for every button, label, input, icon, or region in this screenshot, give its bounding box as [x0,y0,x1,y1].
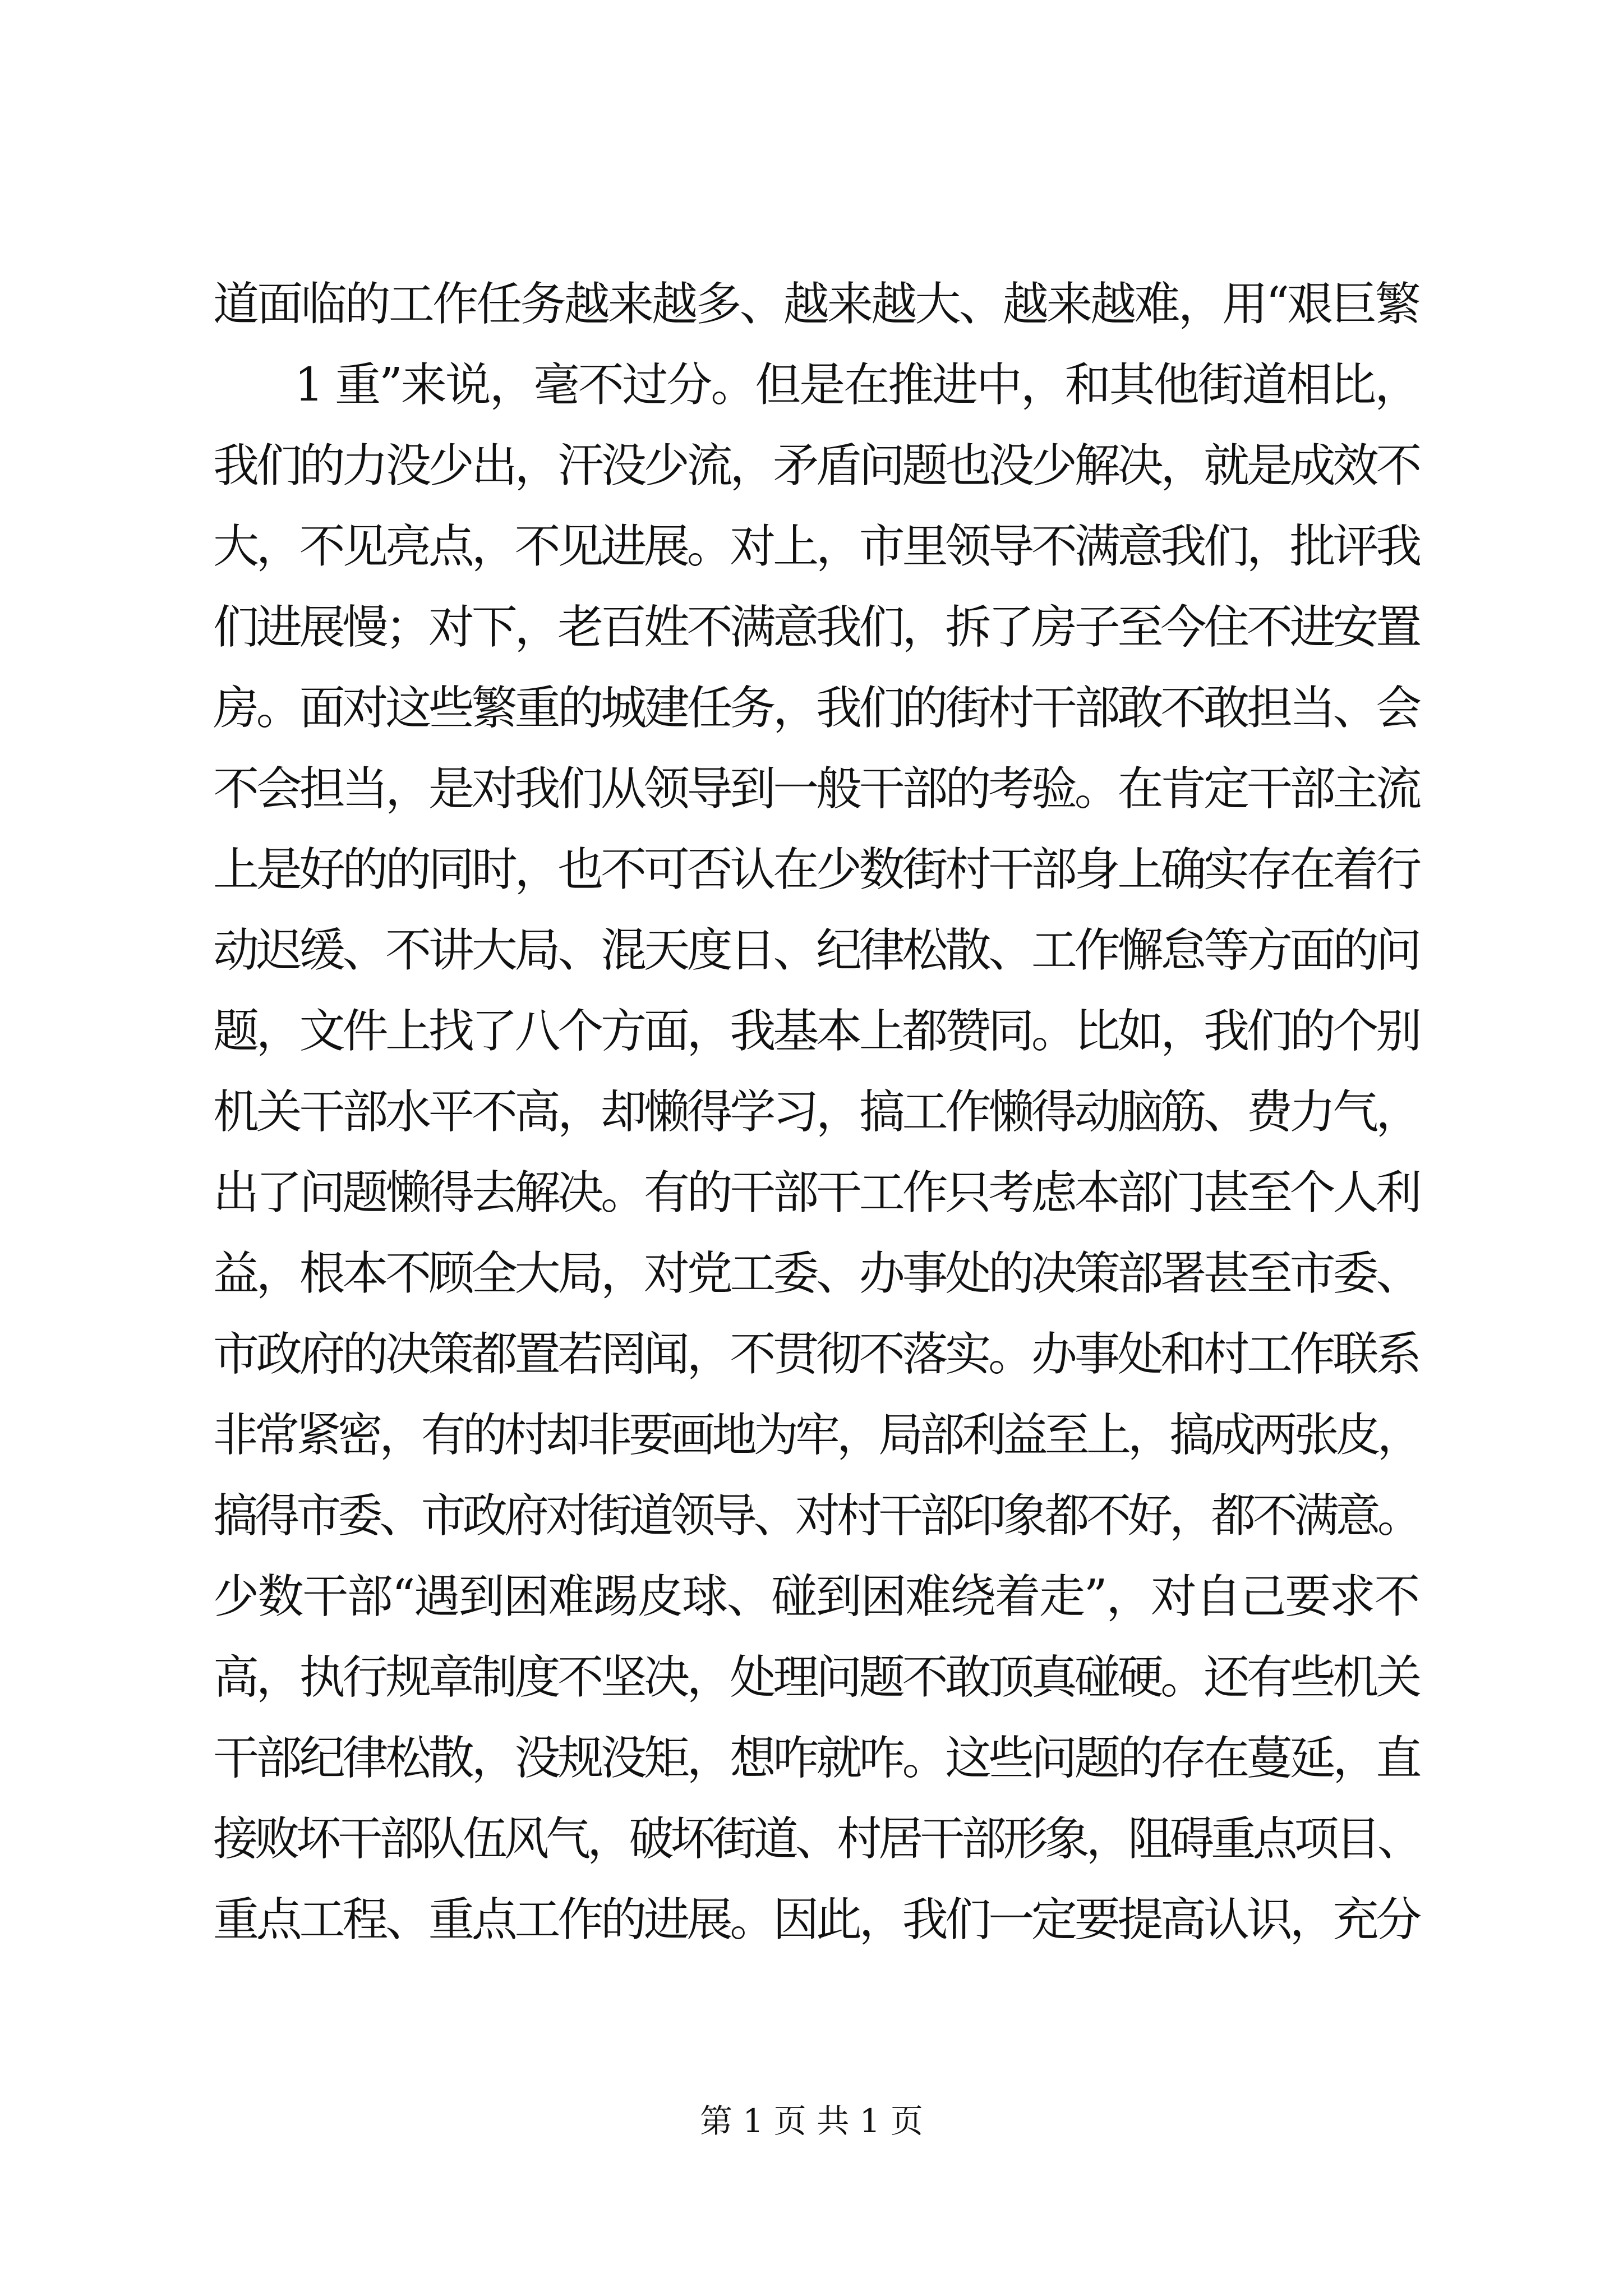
text-line: 重点工程、重点工作的进展。因此，我们一定要提高认识，充分 [213,1893,1419,1947]
text-line: 搞得市委、市政府对街道领导、对村干部印象都不好，都不满意。 [213,1489,1419,1543]
text-line: 接败坏干部队伍风气，破坏街道、村居干部形象，阻碍重点项目、 [213,1812,1419,1866]
text-line: 题，文件上找了八个方面，我基本上都赞同。比如，我们的个别 [213,1005,1419,1058]
text-line: 们进展慢；对下，老百姓不满意我们，拆了房子至今住不进安置 [213,601,1419,654]
text-line: 机关干部水平不高，却懒得学习，搞工作懒得动脑筋、费力气， [213,1085,1419,1139]
page-footer: 第 1 页 共 1 页 [700,2102,923,2140]
text-line: 1 重”来说，毫不过分。但是在推进中，和其他街道相比， [294,358,1419,412]
text-line: 不会担当，是对我们从领导到一般干部的考验。在肯定干部主流 [213,762,1419,816]
text-line: 房。面对这些繁重的城建任务，我们的街村干部敢不敢担当、会 [213,682,1419,735]
text-line: 益，根本不顾全大局，对党工委、办事处的决策部署甚至市委、 [213,1247,1419,1300]
text-line: 少数干部“遇到困难踢皮球、碰到困难绕着走”，对自己要求不 [213,1570,1419,1623]
text-line: 动迟缓、不讲大局、混天度日、纪律松散、工作懈怠等方面的问 [213,924,1419,977]
text-line: 市政府的决策都置若罔闻，不贯彻不落实。办事处和村工作联系 [213,1328,1419,1381]
text-line: 高，执行规章制度不坚决，处理问题不敢顶真碰硬。还有些机关 [213,1651,1419,1704]
text-line: 上是好的的同时，也不可否认在少数街村干部身上确实存在着行 [213,843,1419,896]
text-line: 大，不见亮点，不见进展。对上，市里领导不满意我们，批评我 [213,520,1419,573]
text-line: 出了问题懒得去解决。有的干部干工作只考虑本部门甚至个人利 [213,1166,1419,1220]
text-line: 道面临的工作任务越来越多、越来越大、越来越难，用“艰巨繁 [213,278,1419,331]
text-line: 干部纪律松散，没规没矩，想咋就咋。这些问题的存在蔓延，直 [213,1732,1419,1785]
text-line: 非常紧密，有的村却非要画地为牢，局部利益至上，搞成两张皮， [213,1409,1419,1462]
text-line: 我们的力没少出，汗没少流，矛盾问题也没少解决，就是成效不 [213,439,1419,493]
